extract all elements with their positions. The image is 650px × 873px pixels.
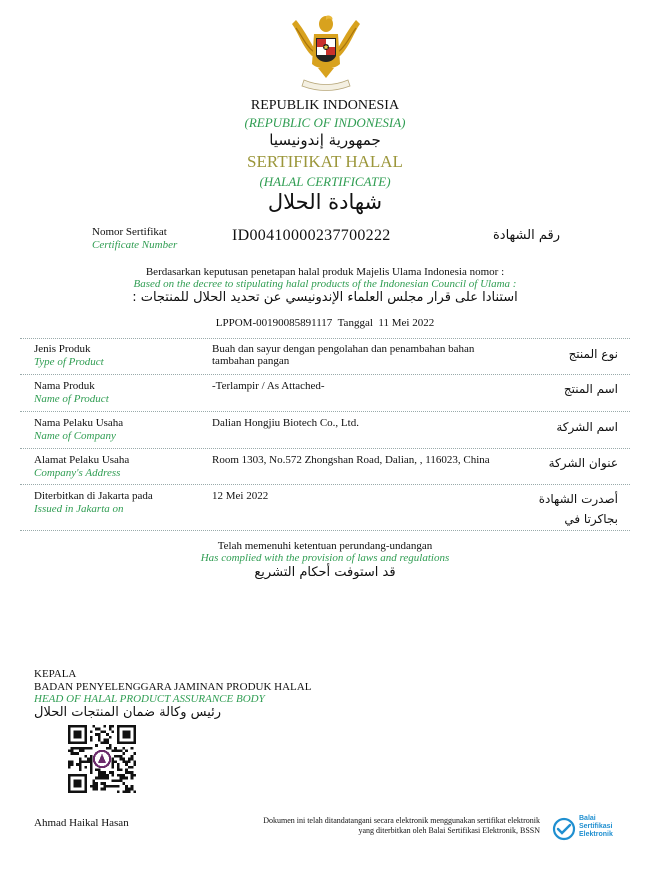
country-title: REPUBLIK INDONESIA [250,98,400,113]
row-value: Buah dan sayur dengan pengolahan dan penambahan bahan tambahan pangan [212,343,475,367]
certificate-title-ar: شهادة الحلال [267,190,383,214]
signatory-agency-ar: رئيس وكالة ضمان المنتجات الحلال [34,705,222,720]
row-value: 12 Mei 2022 [212,490,269,502]
row-label-en: Company's Address [34,467,121,479]
row-label-en: Name of Product [34,393,109,405]
row-value: Room 1303, No.572 Zhongshan Road, Dalian, , 116023, China [212,454,490,466]
row-divider [20,448,630,449]
decree-text: Berdasarkan keputusan penetapan halal produk Majelis Ulama Indonesia nomor : [145,266,505,278]
bsre-text-3: Elektronik [579,831,613,838]
disclaimer-line-1: Dokumen ini telah ditandatangani secara elektronik menggunakan sertifikat elektronik [263,816,540,825]
decree-text-ar: استنادا على قرار مجلس العلماء الإندونيسي عن تحديد الحلال للمنتجات : [132,290,518,305]
certificate-number: ID00410000237700222 [232,227,391,244]
bsre-mark-icon [552,817,576,841]
disclaimer-line-2: yang diterbitkan oleh Balai Sertifikasi Elektronik, BSSN [358,826,540,835]
row-label-ar: عنوان الشركة [548,456,618,470]
bsre-logo [552,815,632,843]
country-title-ar: جمهورية إندونيسيا [269,131,381,149]
row-value: Dalian Hongjiu Biotech Co., Ltd. [212,417,359,429]
certificate-number-label-en: Certificate Number [92,239,178,251]
row-label-ar: أصدرت الشهادة بجاكرتا في [538,492,618,526]
row-value: -Terlampir / As Attached- [212,380,325,392]
row-label-en: Type of Product [34,356,104,368]
row-label-ar: اسم المنتج [563,382,618,396]
row-divider [20,484,630,485]
decree-reference: LPPOM-00190085891117 Tanggal 11 Mei 2022 [215,317,435,329]
row-divider [20,374,630,375]
row-label-en: Issued in Jakarta on [34,503,124,515]
row-divider [20,338,630,339]
certificate-number-label: Nomor Sertifikat [92,226,167,238]
row-label: Nama Pelaku Usaha [34,417,124,429]
garuda-emblem [288,12,364,92]
signatory-agency-en: HEAD OF HALAL PRODUCT ASSURANCE BODY [34,693,265,705]
e-signature-disclaimer [180,816,540,836]
certificate-title-en: (HALAL CERTIFICATE) [259,174,391,189]
bsre-text-1: Balai [579,815,596,822]
bsre-text-2: Sertifikasi [579,823,613,830]
compliance-text: Telah memenuhi ketentuan perundang-undangan [217,540,433,552]
compliance-text-en: Has complied with the provision of laws and regulations [200,552,450,564]
row-label-en: Name of Company [34,430,116,442]
row-label: Diterbitkan di Jakarta pada [34,490,153,502]
row-label: Alamat Pelaku Usaha [34,454,130,466]
row-label: Nama Produk [34,380,95,392]
signatory-agency: BADAN PENYELENGGARA JAMINAN PRODUK HALAL [34,681,312,693]
certificate-title: SERTIFIKAT HALAL [247,152,403,171]
row-label: Jenis Produk [34,343,91,355]
certificate-number-label-ar: رقم الشهادة [493,228,560,243]
signatory-position: KEPALA [34,668,77,680]
row-label-ar: نوع المنتج [568,347,618,361]
row-divider [20,411,630,412]
decree-text-en: Based on the decree to stipulating halal products of the Indonesian Council of Ulama : [133,278,517,290]
qr-code [68,725,136,793]
row-divider [20,530,630,531]
row-label-ar: اسم الشركة [556,420,618,434]
signatory-name: Ahmad Haikal Hasan [34,817,129,829]
country-title-en: (REPUBLIC OF INDONESIA) [244,115,406,130]
compliance-text-ar: قد استوفت أحكام التشريع [254,565,396,580]
